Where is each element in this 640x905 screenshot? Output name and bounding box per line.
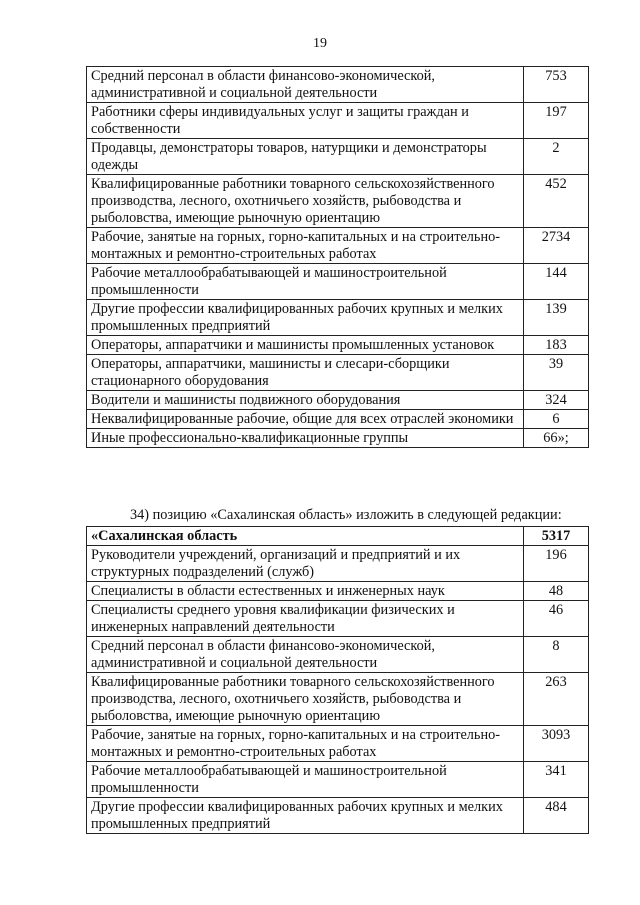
row-label: Квалифицированные работники товарного сельскохозяйственного производства, лесного, охотничьего хозяйств, рыбоводства и рыболовства, имеющие рыночную ориентацию (87, 175, 524, 228)
table-row (87, 355, 589, 391)
row-value: 324 (524, 391, 589, 410)
row-value: 196 (524, 546, 589, 582)
table-row (87, 673, 589, 726)
row-value: 6 (524, 410, 589, 429)
region-header-row (87, 527, 589, 546)
table-row (87, 410, 589, 429)
row-value: 2734 (524, 228, 589, 264)
row-label: Рабочие, занятые на горных, горно-капитальных и на строительно-монтажных и ремонтно-строительных работах (87, 228, 524, 264)
row-label: Специалисты среднего уровня квалификации физических и инженерных направлений деятельности (87, 601, 524, 637)
row-value: 46 (524, 601, 589, 637)
row-label: Продавцы, демонстраторы товаров, натурщики и демонстраторы одежды (87, 139, 524, 175)
row-value: 144 (524, 264, 589, 300)
row-label: Средний персонал в области финансово-экономической, административной и социальной деятельности (87, 67, 524, 103)
row-value: 39 (524, 355, 589, 391)
row-value: 484 (524, 798, 589, 834)
row-value: 2 (524, 139, 589, 175)
page-number: 19 (313, 36, 327, 51)
table-row (87, 637, 589, 673)
table-row (87, 103, 589, 139)
row-value: 341 (524, 762, 589, 798)
row-label: Другие профессии квалифицированных рабочих крупных и мелких промышленных предприятий (87, 300, 524, 336)
table-row (87, 726, 589, 762)
row-label: Другие профессии квалифицированных рабочих крупных и мелких промышленных предприятий (87, 798, 524, 834)
row-label: Работники сферы индивидуальных услуг и защиты граждан и собственности (87, 103, 524, 139)
row-label: Операторы, аппаратчики и машинисты промышленных установок (87, 336, 524, 355)
table-row (87, 228, 589, 264)
table-row (87, 582, 589, 601)
table-row (87, 175, 589, 228)
row-label: Специалисты в области естественных и инженерных наук (87, 582, 524, 601)
row-label: Средний персонал в области финансово-экономической, административной и социальной деятельности (87, 637, 524, 673)
row-value: 183 (524, 336, 589, 355)
row-label: Водители и машинисты подвижного оборудования (87, 391, 524, 410)
row-label: Неквалифицированные рабочие, общие для всех отраслей экономики (87, 410, 524, 429)
region-name: «Сахалинская область (87, 527, 524, 546)
row-label: Квалифицированные работники товарного сельскохозяйственного производства, лесного, охотничьего хозяйств, рыбоводства и рыболовства, имеющие рыночную ориентацию (87, 673, 524, 726)
occupation-table-sakhalin (86, 526, 589, 834)
row-value: 263 (524, 673, 589, 726)
table-row (87, 139, 589, 175)
row-value: 3093 (524, 726, 589, 762)
row-value: 48 (524, 582, 589, 601)
row-value: 66»; (524, 429, 589, 448)
row-label: Операторы, аппаратчики, машинисты и слесари-сборщики стационарного оборудования (87, 355, 524, 391)
table-row (87, 336, 589, 355)
row-label: Рабочие металлообрабатывающей и машиностроительной промышленности (87, 762, 524, 798)
table-row (87, 264, 589, 300)
row-label: Рабочие металлообрабатывающей и машиностроительной промышленности (87, 264, 524, 300)
amendment-intro-text: 34) позицию «Сахалинская область» изложить в следующей редакции: (130, 507, 562, 523)
row-value: 452 (524, 175, 589, 228)
table-row (87, 67, 589, 103)
table-row (87, 798, 589, 834)
table-row (87, 601, 589, 637)
row-value: 8 (524, 637, 589, 673)
region-total: 5317 (524, 527, 589, 546)
row-value: 197 (524, 103, 589, 139)
row-value: 753 (524, 67, 589, 103)
table-row (87, 300, 589, 336)
row-label: Иные профессионально-квалификационные группы (87, 429, 524, 448)
row-value: 139 (524, 300, 589, 336)
row-label: Руководители учреждений, организаций и предприятий и их структурных подразделений (служб) (87, 546, 524, 582)
table-row (87, 762, 589, 798)
table-row (87, 429, 589, 448)
row-label: Рабочие, занятые на горных, горно-капитальных и на строительно-монтажных и ремонтно-строительных работах (87, 726, 524, 762)
table-row (87, 546, 589, 582)
occupation-table-previous-region (86, 66, 589, 448)
table-row (87, 391, 589, 410)
